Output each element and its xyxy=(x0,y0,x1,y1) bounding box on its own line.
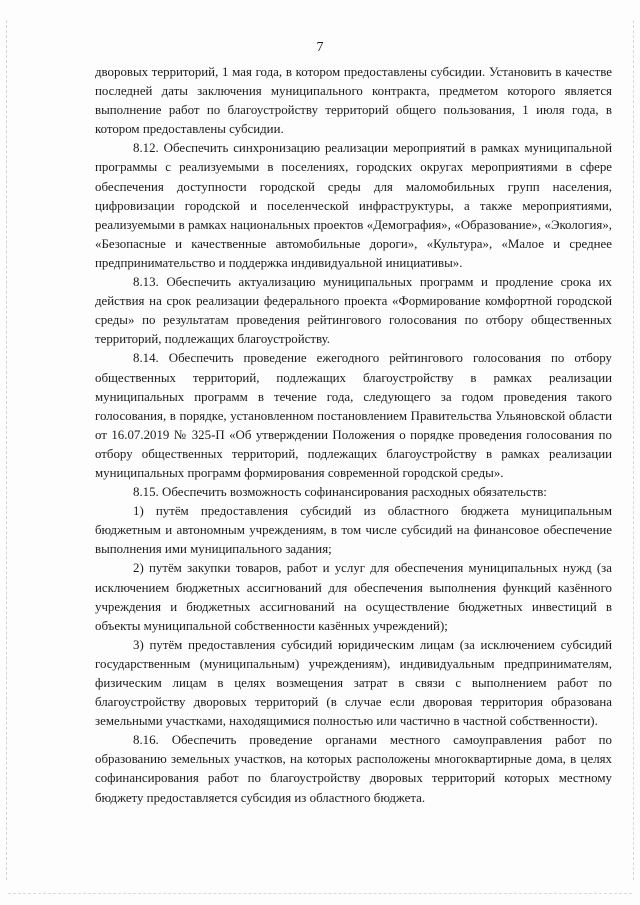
paragraph-8-16: 8.16. Обеспечить проведение органами местного самоуправления работ по образованию земельных участков, на которых расположены многоквартирные дома, в целях софинансирования работ по благоустройству дворовых территорий которых местному бюджету предоставляется субсидия из областного бюджета. xyxy=(95,733,612,805)
paragraph-8-15: 8.15. Обеспечить возможность софинансирования расходных обязательств: xyxy=(133,485,547,500)
paragraph-8-15-item-1: 1) путём предоставления субсидий из областного бюджета муниципальным бюджетным и автономным учреждениям, в том числе субсидий на финансовое обеспечение выполнения ими муниципального задания; xyxy=(95,504,612,557)
page-number: 7 xyxy=(316,40,324,55)
document-body xyxy=(95,63,612,808)
paragraph-continuation: дворовых территорий, 1 мая года, в котором предоставлены субсидии. Установить в качестве последней даты заключения муниципального контракта, предметом которого является выполнение работ по благоустройству территорий общего пользования, 1 июля года, в котором предоставлены субсидии. xyxy=(95,65,612,137)
paragraph-8-13: 8.13. Обеспечить актуализацию муниципальных программ и продление срока их действия на срок реализации федерального проекта «Формирование комфортной городской среды» по результатам проведения рейтингового голосования по отбору общественных территорий, подлежащих благоустройству. xyxy=(95,275,612,347)
paragraph-8-15-item-3: 3) путём предоставления субсидий юридическим лицам (за исключением субсидий государственным (муниципальным) учреждениям), индивидуальным предпринимателям, физическим лицам в целях возмещения затрат в связи с выполнением работ по благоустройству дворовых территорий (в случае если дворовая территория образована земельными участками, находящимися полностью или частично в частной собственности). xyxy=(95,637,612,729)
scan-edge-bottom xyxy=(8,893,632,895)
scan-edge-left xyxy=(6,20,8,880)
scan-edge-right xyxy=(633,20,635,880)
paragraph-8-15-item-2: 2) путём закупки товаров, работ и услуг для обеспечения муниципальных нужд (за исключением бюджетных ассигнований для обеспечения выполнения функций казённого учреждения и бюджетных ассигнований на осуществление бюджетных инвестиций в объекты муниципальной собственности казённых учреждений); xyxy=(95,561,612,633)
paragraph-8-14: 8.14. Обеспечить проведение ежегодного рейтингового голосования по отбору общественных территорий, подлежащих благоустройству в рамках реализации муниципальных программ в течение года, следующего за годом проведения такого голосования, в порядке, установленном постановлением Правительства Ульяновской области от 16.07.2019 № 325-П «Об утверждении Положения о порядке проведения голосования по отбору общественных территорий, подлежащих благоустройству в рамках реализации муниципальных программ формирования современной городской среды». xyxy=(95,351,612,480)
paragraph-8-12: 8.12. Обеспечить синхронизацию реализации мероприятий в рамках муниципальной программы с реализуемыми в поселениях, городских округах мероприятиями в сфере обеспечения доступности городской среды для маломобильных групп населения, цифровизации городской и поселенческой инфраструктуры, а также мероприятиями, реализуемыми в рамках национальных проектов «Демография», «Образование», «Экология», «Безопасные и качественные автомобильные дороги», «Культура», «Малое и среднее предпринимательство и поддержка индивидуальной инициативы». xyxy=(95,141,612,270)
